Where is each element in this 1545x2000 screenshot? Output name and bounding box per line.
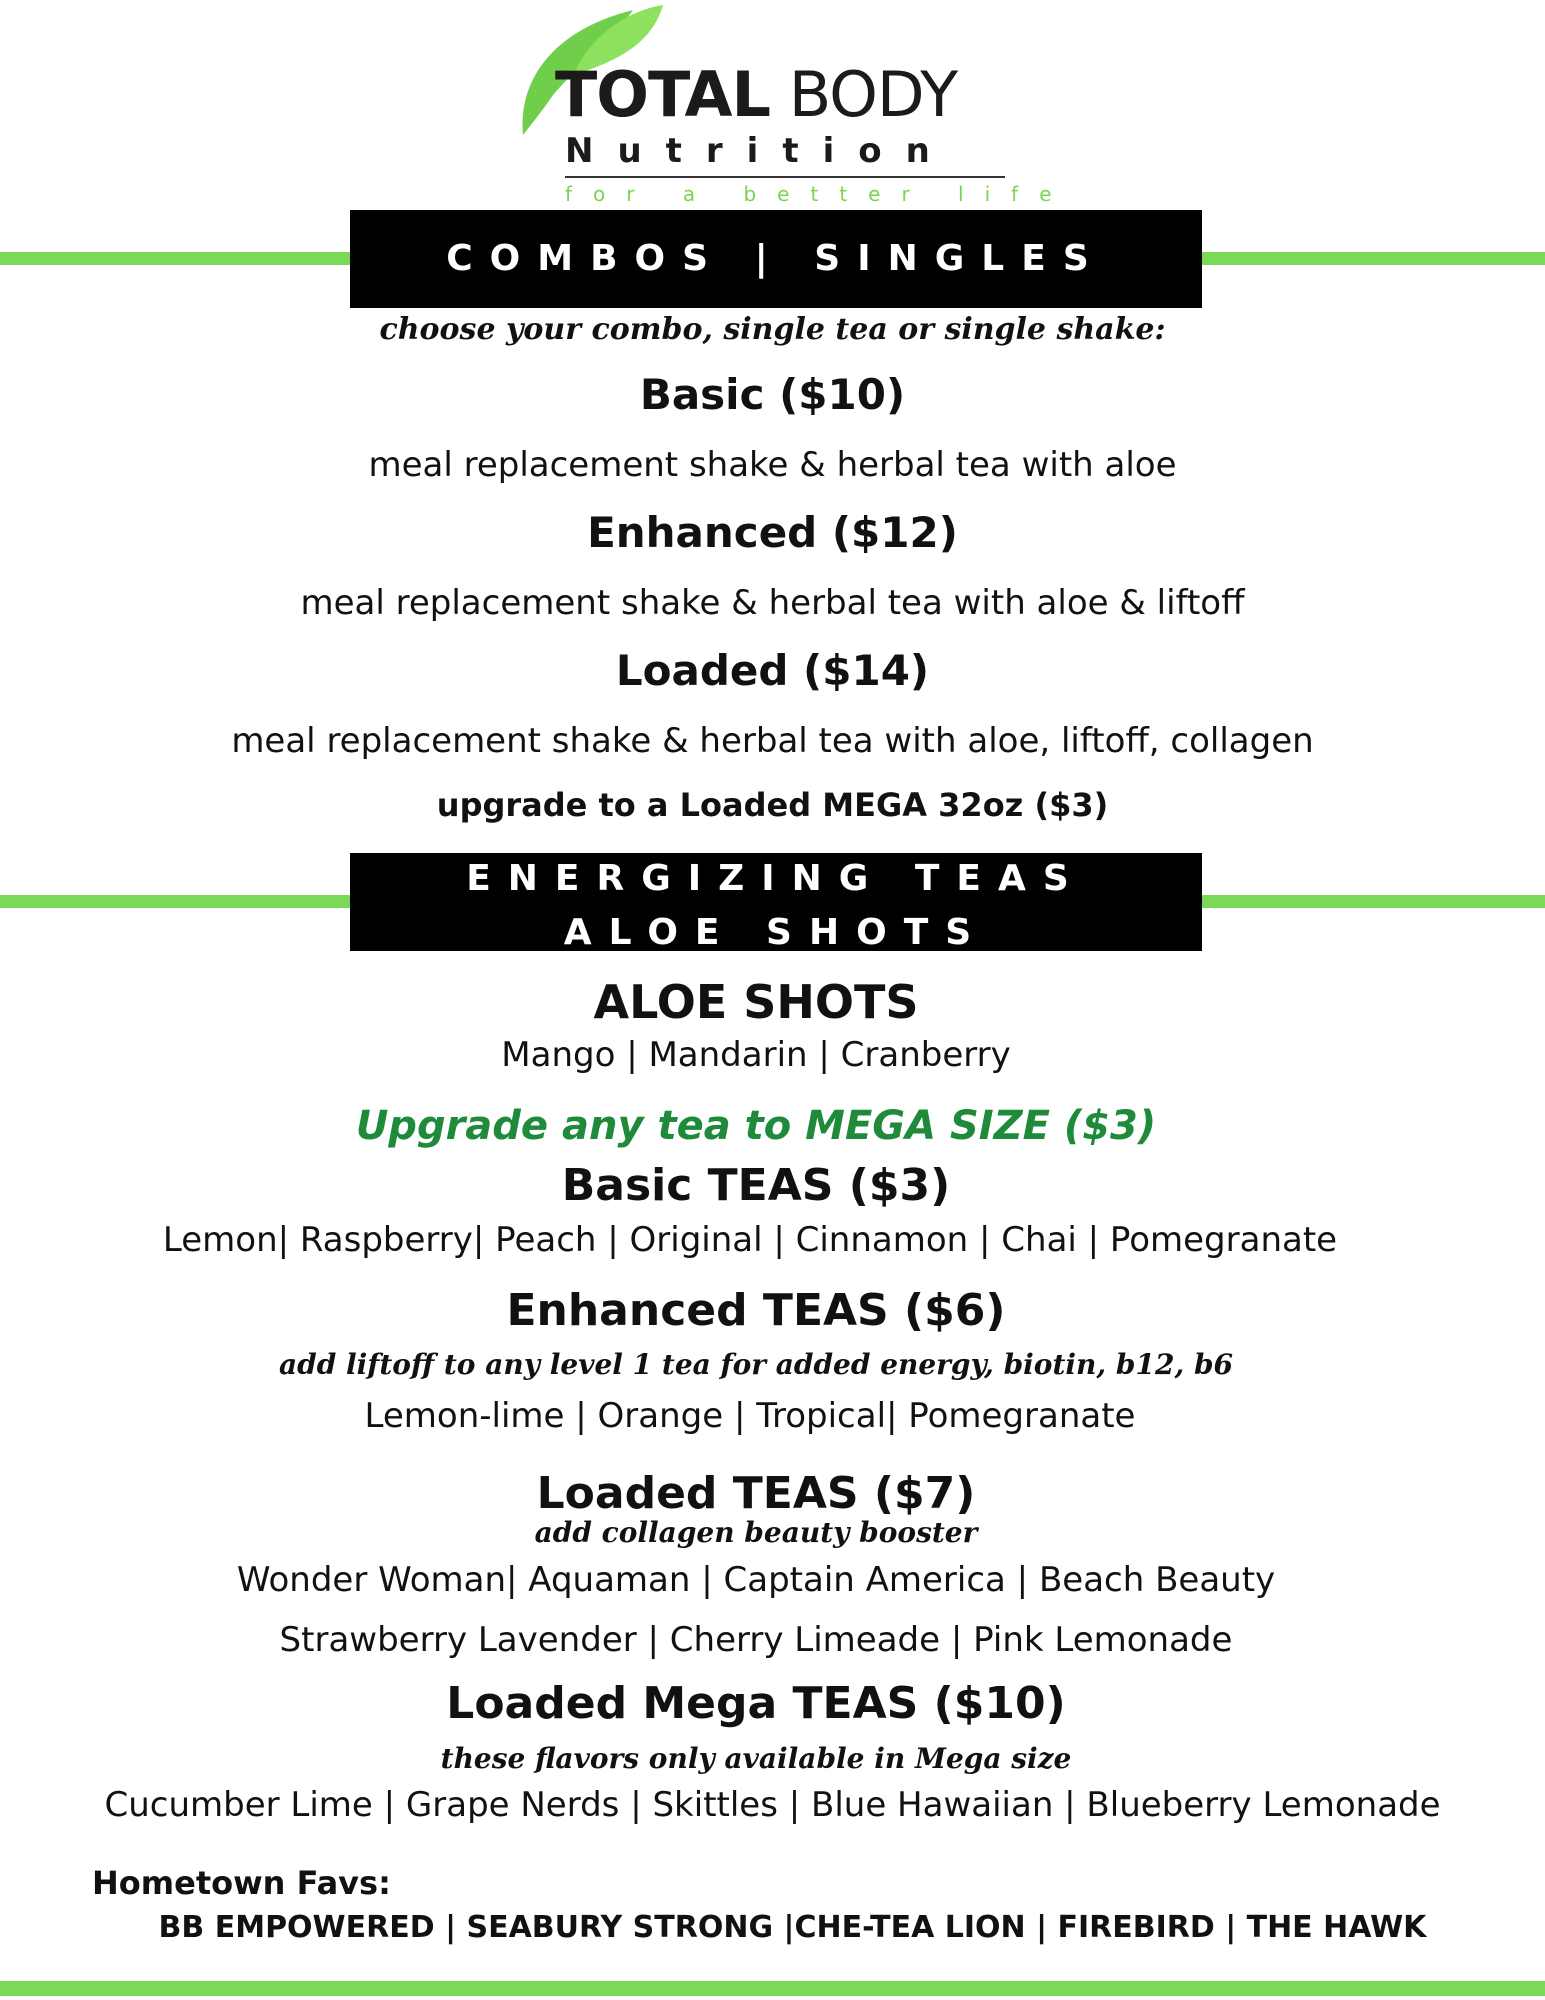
combo-enhanced-desc: meal replacement shake & herbal tea with aloe & liftoff bbox=[300, 583, 1245, 623]
combos-banner-text: COMBOS | SINGLES bbox=[446, 238, 1106, 279]
combo-upgrade: upgrade to a Loaded MEGA 32oz ($3) bbox=[436, 786, 1109, 824]
aloe-shots-title: ALOE SHOTS bbox=[593, 975, 919, 1029]
combo-enhanced-title: Enhanced ($12) bbox=[587, 508, 958, 557]
green-divider-bottom bbox=[0, 1981, 1545, 1996]
teas-banner bbox=[350, 853, 1202, 951]
loaded-teas-flavors-line2: Strawberry Lavender | Cherry Limeade | Pink Lemonade bbox=[279, 1620, 1233, 1660]
teas-banner-line2: ALOE SHOTS bbox=[563, 912, 989, 953]
basic-teas-flavors: Lemon| Raspberry| Peach | Original | Cinnamon | Chai | Pomegranate bbox=[162, 1220, 1338, 1260]
mega-teas-flavors: Cucumber Lime | Grape Nerds | Skittles | Blue Hawaiian | Blueberry Lemonade bbox=[104, 1785, 1441, 1825]
combos-banner bbox=[350, 210, 1202, 308]
combo-loaded-title: Loaded ($14) bbox=[615, 646, 930, 695]
logo-title bbox=[555, 58, 958, 131]
teas-banner-line1: ENERGIZING TEAS bbox=[466, 858, 1086, 899]
mega-teas-note: these flavors only available in Mega size bbox=[440, 1742, 1072, 1775]
brand-logo bbox=[513, 0, 1073, 210]
loaded-teas-flavors-line1: Wonder Woman| Aquaman | Captain America | Beach Beauty bbox=[236, 1560, 1276, 1600]
mega-teas-title: Loaded Mega TEAS ($10) bbox=[446, 1678, 1066, 1729]
combo-loaded-desc: meal replacement shake & herbal tea with aloe, liftoff, collagen bbox=[231, 721, 1314, 761]
logo-title-bold: TOTAL bbox=[555, 58, 770, 131]
hometown-label: Hometown Favs: bbox=[92, 1864, 391, 1902]
mega-upgrade-note: Upgrade any tea to MEGA SIZE ($3) bbox=[355, 1103, 1157, 1149]
logo-title-light: BODY bbox=[788, 58, 958, 131]
combo-basic-title: Basic ($10) bbox=[639, 370, 906, 419]
combos-intro: choose your combo, single tea or single shake: bbox=[379, 312, 1166, 347]
logo-subtitle: Nutrition bbox=[565, 131, 954, 171]
loaded-teas-title: Loaded TEAS ($7) bbox=[536, 1468, 976, 1519]
enhanced-teas-flavors: Lemon-lime | Orange | Tropical| Pomegranate bbox=[364, 1396, 1136, 1436]
aloe-shots-flavors: Mango | Mandarin | Cranberry bbox=[501, 1035, 1011, 1075]
logo-divider bbox=[565, 176, 1005, 178]
hometown-items: BB EMPOWERED | SEABURY STRONG |CHE-TEA LION | FIREBIRD | THE HAWK bbox=[158, 1910, 1427, 1945]
enhanced-teas-note: add liftoff to any level 1 tea for added energy, biotin, b12, b6 bbox=[278, 1348, 1234, 1381]
loaded-teas-note: add collagen beauty booster bbox=[534, 1516, 978, 1549]
combo-basic-desc: meal replacement shake & herbal tea with aloe bbox=[368, 445, 1177, 485]
basic-teas-title: Basic TEAS ($3) bbox=[561, 1160, 951, 1211]
enhanced-teas-title: Enhanced TEAS ($6) bbox=[506, 1285, 1006, 1336]
logo-tagline: for a better life bbox=[565, 182, 1073, 206]
